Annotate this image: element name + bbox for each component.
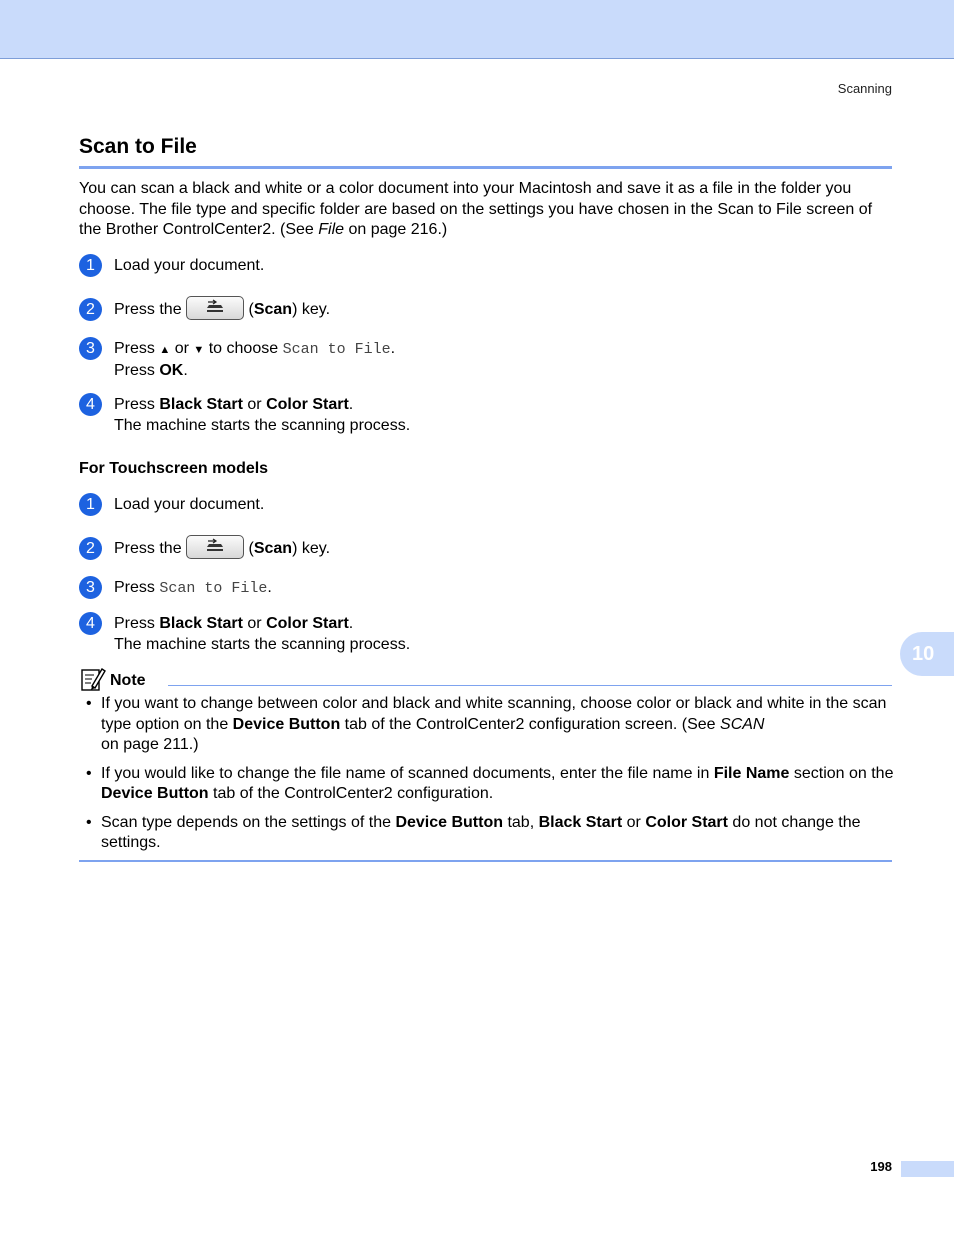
page-number: 198 <box>870 1159 892 1174</box>
step-number: 4 <box>79 393 102 416</box>
scan-key-label: Scan <box>253 540 293 558</box>
note-text: tab of the ControlCenter2 configuration. <box>208 785 494 802</box>
step-to-choose: to choose <box>208 340 279 357</box>
note-rule-top <box>168 685 892 686</box>
lcd-text: Scan to File <box>282 341 391 358</box>
step-text: Load your document. <box>114 496 265 513</box>
header-band <box>0 0 954 59</box>
note-text: section on the <box>789 764 894 782</box>
note-text: or <box>622 813 646 831</box>
section-title: Scan to File <box>79 135 197 158</box>
black-start-key: Black Start <box>159 396 243 413</box>
note-pencil-icon <box>80 666 106 692</box>
step-result: The machine starts the scanning process. <box>114 635 411 653</box>
scan-key-label: Scan <box>253 301 293 319</box>
step-text: Press ▲ or ▼ to choose Scan to File. Press OK. <box>114 340 396 379</box>
page-tab <box>901 1161 954 1177</box>
up-arrow-icon: ▲ <box>159 344 171 356</box>
note-bold: File Name <box>713 764 790 782</box>
note-text: do not change the settings. <box>101 813 861 851</box>
step-text-post: key. <box>301 301 331 319</box>
lcd-text: Scan to File <box>159 580 268 597</box>
step-text: Press Scan to File. <box>114 579 272 597</box>
file-link[interactable]: File <box>318 221 345 238</box>
note-text: If you would like to change the file name of scanned documents, enter the file name in <box>101 764 714 782</box>
note-bold: Color Start <box>645 813 728 831</box>
note-list <box>79 694 894 862</box>
note-bold: Black Start <box>538 813 623 831</box>
touchscreen-subheading: For Touchscreen models <box>79 460 269 477</box>
step-text: Press the (Scan) key. <box>114 300 330 321</box>
scan-key-button[interactable] <box>186 296 244 320</box>
step-number: 3 <box>79 337 102 360</box>
step-number: 2 <box>79 298 102 321</box>
step-press: Press <box>114 579 155 596</box>
note-rule-bottom <box>79 860 892 862</box>
step-or: or <box>247 396 262 413</box>
step-number: 3 <box>79 576 102 599</box>
intro-text-end: on page 216.) <box>344 221 448 238</box>
step-result: The machine starts the scanning process. <box>114 416 411 434</box>
bullet: • <box>86 764 92 782</box>
note-text: on page 211.) <box>101 736 199 753</box>
intro-text: You can scan a black and white or a color document into your Macintosh and save it as a file in the folder you choose. The file type and specific folder are based on the settings you have chosen in the Scan to File screen of the Brother ControlCenter2. (See <box>79 180 873 238</box>
step-text: Press Black Start or Color Start. The machine starts the scanning process. <box>114 614 410 655</box>
step-or: or <box>174 340 189 357</box>
scan-icon <box>205 299 225 317</box>
bullet: • <box>86 813 92 831</box>
step-number: 1 <box>79 493 102 516</box>
step-press: Press <box>114 396 155 413</box>
title-rule <box>79 166 892 169</box>
running-header: Scanning <box>837 81 892 96</box>
black-start-key: Black Start <box>159 615 243 632</box>
note-label: Note <box>110 672 146 689</box>
step-press: Press <box>114 361 155 379</box>
color-start-key: Color Start <box>266 396 349 413</box>
step-press: Press <box>114 615 155 632</box>
scan-key-button[interactable] <box>186 535 244 559</box>
note-bold: Device Button <box>101 785 209 802</box>
step-or: or <box>247 615 262 632</box>
step-text: Load your document. <box>114 257 265 274</box>
note-item <box>79 813 894 854</box>
bullet: • <box>86 695 92 712</box>
note-bold: Device Button <box>232 715 341 733</box>
ok-key: OK <box>159 361 184 379</box>
note-item <box>79 694 894 756</box>
scan-link[interactable]: SCAN <box>720 715 765 733</box>
note-text: tab of the ControlCenter2 configuration screen. (See <box>340 715 721 733</box>
down-arrow-icon: ▼ <box>193 344 205 356</box>
step-press: Press <box>114 340 155 357</box>
step-number: 4 <box>79 612 102 635</box>
color-start-key: Color Start <box>266 615 349 632</box>
step-text-pre: Press the <box>114 540 182 558</box>
note-text: Scan type depends on the settings of the <box>101 813 396 831</box>
step-text: Press the (Scan) key. <box>114 539 330 560</box>
scan-icon <box>205 538 225 556</box>
step-number: 2 <box>79 537 102 560</box>
note-bold: Device Button <box>395 813 504 831</box>
note-text: tab, <box>503 813 539 831</box>
intro-paragraph <box>79 179 894 241</box>
step-text: Press Black Start or Color Start. The machine starts the scanning process. <box>114 395 410 436</box>
step-number: 1 <box>79 254 102 277</box>
note-text: If you want to change between color and black and white scanning, choose color or black and white in the scan type option on the <box>101 695 887 733</box>
chapter-tab[interactable]: 10 <box>900 632 954 676</box>
step-text-pre: Press the <box>114 301 182 319</box>
step-text-post: key. <box>301 540 331 558</box>
note-item <box>79 764 894 805</box>
